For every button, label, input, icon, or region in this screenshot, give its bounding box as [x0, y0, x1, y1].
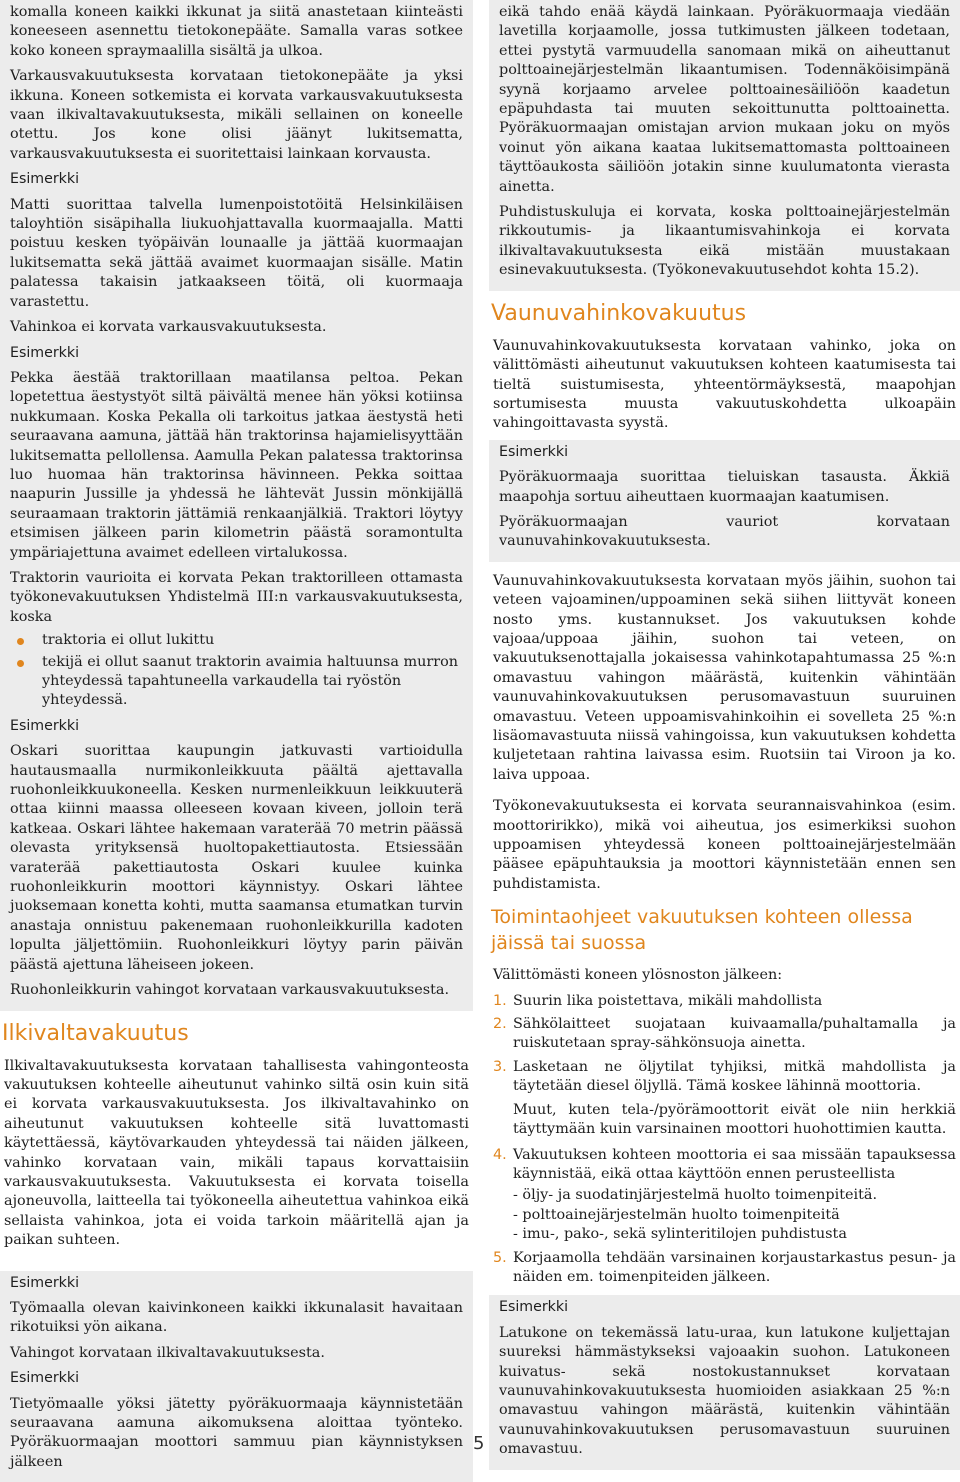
- step-subitem: - imu-, pako-, sekä sylinteritilojen puhdistusta: [513, 1226, 847, 1243]
- example-box-latukone: [489, 1295, 960, 1469]
- example-text: Pekka äestää traktorillaan maatilansa peltoa. Pekan lopetettua äestystyöt siltä päivältä menee hän yöksi kotiinsa nukkumaan. Koska Pekalla oli tarkoitus jatkaa äestystä heti seuraavana aamuna, jättää hän traktorinsa hajamielisyyttään lukitsematta pellollensa. Aamulla Pekan palatessa traktorinsa luo huomaa hän traktorinsa hävinneen. Pekka soittaa naapurin Jussille ja yhdessä he lähtevät Jussin mönkijällä seuraamaan traktorin jättämiä renkaanjälkiä. Traktori löytyy etsimisen jälkeen parin kilometrin päästä soramontulta ympäriajettuna avaimet edelleen virtalukossa.: [10, 369, 463, 561]
- left-column: [0, 0, 473, 1482]
- steps-list: [493, 992, 956, 1097]
- step-item: 3. Lasketaan ne öljytilat tyhjiksi, mitkä mahdollista ja täytetään diesel öljyllä. Tämä koskee lähinnä moottoria.: [493, 1058, 956, 1095]
- step-subitem: - polttoainejärjestelmän huolto toimenpiteitä: [513, 1206, 840, 1223]
- step-item: 4. Vakuutuksen kohteen moottoria ei saa missään tapauksessa käynnistää, eikä ottaa käyttöön ennen perusteellista - öljy- ja suodatinjärjestelmä huolto toimenpiteitä. - polttoainejärjestelmän huolto toimenpiteitä - imu-, pako-, sekä sylinteritilojen puhdistusta: [493, 1146, 956, 1245]
- example-text: Matti suorittaa talvella lumenpoistotöitä Helsinkiläisen taloyhtiön sisäpihalla liukuohjattavalla kuormaajalla. Matti poistuu kesken työpäivän lounaalle ja jättää kuormaajan lukitsematta sekä jättää avaimet kuormaajan sisälle. Matin palatessa takaisin jatkaakseen töitä, oli kuormaaja varastettu.: [10, 196, 463, 310]
- example-label: Esimerkki: [10, 717, 80, 734]
- paragraph: Puhdistuskuluja ei korvata, koska polttoainejärjestelmän rikkoutumis- ja likaantumisvahinkoja ei korvata ilkivaltavakuutuksesta eikä mistään muustakaan esinevakuutuksesta. (Työkonevakuutusehdot kohta 15.2).: [499, 204, 950, 279]
- instructions: [489, 966, 960, 1287]
- example-result: Traktorin vaurioita ei korvata Pekan traktorilleen ottamasta työkonevakuutuksen Yhdistelmä III:n varkausvakuutuksesta, koska: [10, 569, 463, 625]
- instructions-intro: Välittömästi koneen ylösnoston jälkeen:: [493, 967, 783, 984]
- example-label: Esimerkki: [10, 171, 80, 188]
- section-heading-toimintaohjeet: Toimintaohjeet vakuutuksen kohteen ollessa jäissä tai suossa: [491, 906, 913, 955]
- example-label: Esimerkki: [499, 443, 569, 460]
- example-box-varkaus: [0, 0, 473, 1011]
- example-text: Pyöräkuormaaja suorittaa tieluiskan tasausta. Äkkiä maapohja sortuu aiheuttaen kuormaajan kaatumisen.: [499, 469, 950, 505]
- example-result: Ruohonleikkurin vahingot korvataan varkausvakuutuksesta.: [10, 982, 450, 999]
- example-label: Esimerkki: [10, 1370, 80, 1387]
- section-heading-vaunuvahinko: Vaunuvahinkovakuutus: [491, 300, 747, 326]
- step-item: 2. Sähkölaitteet suojataan kuivaamalla/puhaltamalla ja ruiskutetaan spray-sähkönsuoja ainetta.: [493, 1016, 956, 1052]
- paragraph: Vaunuvahinkovakuutuksesta korvataan vahinko, joka on välittömästi aiheutunut vakuutuksen kohteen kaatumisesta tai tieltä suistumisesta, yhteentörmäyksestä, maapohjan sortumisesta muusta vakuutuskohdetta ulkoapäin vahingoittavasta syystä.: [493, 337, 956, 432]
- example-box-ilkivalta: [0, 1271, 473, 1482]
- paragraph: Työkonevakuutuksesta ei korvata seurannaisvahinkoa (esim. moottoririkko), mikä voi aiheutua, jos esimerkiksi suohon uppoamisen yhteydessä koneen polttoainejärjestelmään pääsee epäpuhtauksia ja moottori käynnistetään ennen sen puhdistamista.: [493, 798, 956, 892]
- section-body: [489, 572, 960, 895]
- section-body: [489, 337, 960, 434]
- example-result: Vahingot korvataan ilkivaltavakuutuksesta.: [10, 1344, 325, 1361]
- paragraph: Ilkivaltavakuutuksesta korvataan tahallisesta vahingonteosta vakuutuksen kohteelle aiheutunut vahinko siltä osin kuin sitä ei korvata varkausvakuutuksesta. Jos ilkivaltavahinko on aiheutunut vakuutuksen kohteelle sitä luvattomasti käytettäessä, käytövarkauden yhteydessä tai näiden jälkeen, vahinko korvataan vain, mikäli tapaus korvattaisiin varkausvakuutuksesta. Vakuutuksesta ei korvata toisella ajoneuvolla, laitteella tai työkoneella aiheutettua vahinkoa eikä sellaista vahinkoa, jota ei voida tarkoin määritellä ajan ja paikan suhteen.: [4, 1057, 469, 1249]
- example-text: Työmaalla olevan kaivinkoneen kaikki ikkunalasit havaitaan rikotuiksi yön aikana.: [10, 1299, 463, 1336]
- paragraph: komalla koneen kaikki ikkunat ja siitä anastetaan kiinteästi koneeseen asennettu tietokonepääte. Samalla varas sotkee koko koneen spraymaalilla sisältä ja ulkoa.: [10, 4, 463, 59]
- bullet-icon: [17, 660, 24, 667]
- bullet-item: traktoria ei ollut lukittu: [42, 631, 463, 650]
- example-text: Tietyömaalle yöksi jätetty pyöräkuormaaja käynnistetään seuraavana aamuna aikomuksena aloittaa työnteko. Pyöräkuormaajan moottori sammuu pian käynnistyksen jälkeen: [10, 1395, 463, 1470]
- section-body: [0, 1057, 473, 1251]
- example-box-continued: [489, 0, 960, 291]
- example-box-vaunuvahinko: [489, 440, 960, 562]
- example-text: Oskari suorittaa kaupungin jatkuvasti vartioidulla hautausmaalla nurmikonleikkuuta päältä ajettavalla ruohonleikkuukoneella. Kesken nurmenleikkuun leikkuuterä ottaa kiinni maassa olleeseen kovaan kiveen, jolloin terä katkeaa. Oskari lähtee hakemaan varaterää 70 metrin päässä olevasta yrityksensä huoltopakettiautosta. Etsiessään varaterää pakettiautosta Oskari kuulee kuinka ruohonleikkurin moottori käynnistyy. Oskari lähtee juoksemaan konetta kohti, mutta saamansa etumatkan turvin anastaja onnistuu pakenemaan ruohonleikkurilla kadoten lopulta jäljettömiin. Ruohonleikkuri löytyy parin päivän päästä ajettuna läheiseen jokeen.: [10, 743, 463, 973]
- section-heading-ilkivalta: Ilkivaltavakuutus: [2, 1020, 189, 1046]
- page-number: 5: [473, 1433, 485, 1454]
- bullet-list: [10, 631, 463, 711]
- paragraph: Varkausvakuutuksesta korvataan tietokonepääte ja yksi ikkuna. Koneen sotkemista ei korvata varkausvakuutuksesta vaan ilkivaltavakuutuksesta, mikäli sellainen on koneelle otettu. Jos kone olisi jäänyt lukitsematta, varkausvakuutuksesta ei suoritettaisi lainkaan korvausta.: [10, 68, 463, 162]
- example-label: Esimerkki: [10, 344, 80, 361]
- example-label: Esimerkki: [10, 1274, 80, 1291]
- steps-list-continued: [493, 1146, 956, 1288]
- step-item: 1. Suurin lika poistettava, mikäli mahdollista: [493, 992, 823, 1009]
- step-item: 5. Korjaamolla tehdään varsinainen korjaustarkastus pesun- ja näiden em. toimenpiteiden jälkeen.: [493, 1249, 956, 1285]
- right-column: [489, 0, 960, 1470]
- bullet-icon: [17, 638, 24, 645]
- example-result: Pyöräkuormaajan vauriot korvataan vaunuvahinkovakuutuksesta.: [499, 513, 950, 550]
- step-sublist: [513, 1186, 956, 1244]
- paragraph: Vaunuvahinkovakuutuksesta korvataan myös jäihin, suohon tai veteen vajoaminen/uppoaminen sekä siihen liittyvät koneen nosto yms. kustannukset. Jos vakuutuksen kohde vajoaa/uppoaa jäihin, suohon tai veteen, on vakuutuksenottajalla jokaisessa vahinkotapahtumassa 25 %:n omavastuu vahingon määrästä, kuitenkin vähintään vaunuvahinkovakuutuksen perusomavastuun suuruinen omavastuu. Veteen uppoamisvahinkoihin ei sovelleta 25 %:n lisäomavastuuta niissä vahingoissa, kun vakuutuksen kohdetta kuljetetaan rahtina laivassa esim. Ruotsiin tai Viroon ja ko. laiva uppoaa.: [493, 572, 956, 783]
- bullet-item: tekijä ei ollut saanut traktorin avaimia haltuunsa murron yhteydessä tapahtuneella varkaudella tai ryöstön yhteydessä.: [42, 653, 463, 711]
- paragraph: eikä tahdo enää käydä lainkaan. Pyöräkuormaaja viedään lavetilla korjaamolle, jossa tutkimusten jälkeen todetaan, ettei pystytä varmuudella sanomaan mikä on aiheuttanut polttoainejärjestelmän likaantumisen. Todennäköisimpänä syynä korjaamo arvelee polttoainesäiliöön kaadetun epäpuhdasta tai muuten sekoittunutta polttoainetta. Pyöräkuormaajan omistajan arvion mukaan joku on myös voinut yön aikana kaataa lukitsemattomasta polttoaineen täyttöaukosta säiliöön jotakin sinne kuulumatonta vierasta ainetta.: [499, 4, 950, 195]
- step-note: Muut, kuten tela-/pyörämoottorit eivät ole niin herkkiä täyttymään kuin varsinainen moottori huohottimien kautta.: [513, 1101, 956, 1138]
- example-text: Latukone on tekemässä latu-uraa, kun latukone kuljettajan suureksi hämmästykseksi vajoaakin suohon. Latukoneen kuivatus- sekä nostokustannukset korvataan vaunuvahinkovakuutuksesta huomioiden asiakkaan 25 %:n omavastuu vahingon määrästä, kuitenkin vähintään vaunuvahinkovakuutuksen perusomavastuun suuruinen omavastuu.: [499, 1324, 950, 1458]
- example-result: Vahinkoa ei korvata varkausvakuutuksesta.: [10, 319, 327, 336]
- step-subitem: - öljy- ja suodatinjärjestelmä huolto toimenpiteitä.: [513, 1187, 878, 1204]
- example-label: Esimerkki: [499, 1299, 569, 1316]
